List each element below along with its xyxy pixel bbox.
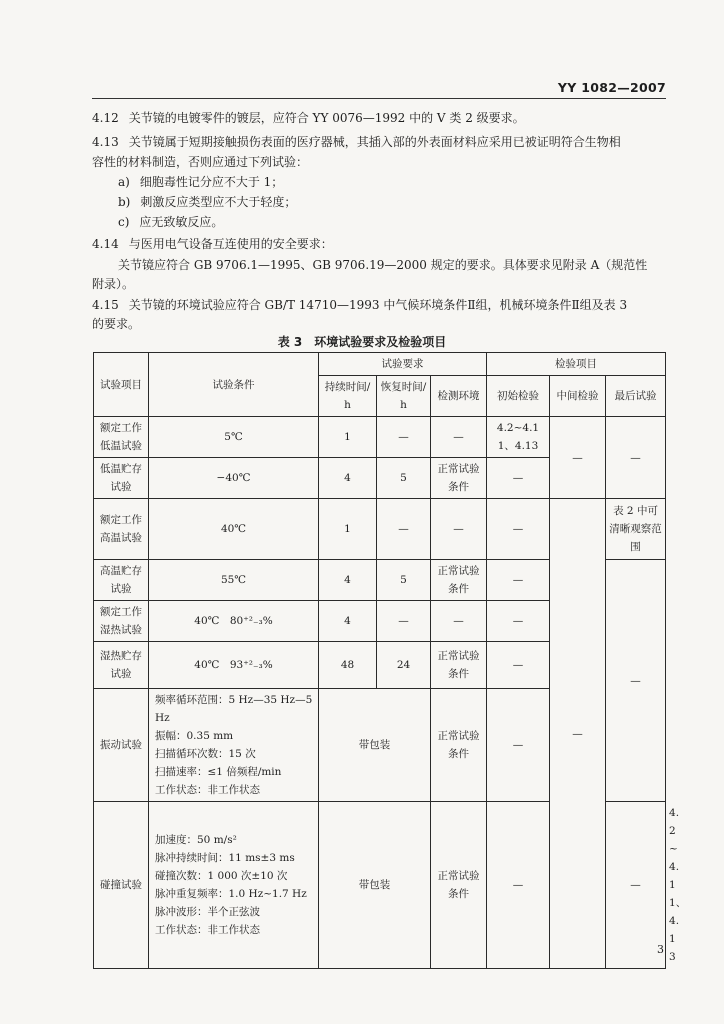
clause-4-14 [92,235,333,253]
clause-4-13 [92,133,621,151]
cell-final: 表 2 中可清晰观察范围 [606,499,666,560]
header-final: 最后试验 [606,376,666,417]
cell-condition: 5℃ [149,417,319,458]
list-text: 细胞毒性记分应不大于 1； [139,175,284,189]
clause-4-15-continued: 的要求。 [92,317,141,331]
list-label: b) [118,195,131,209]
list-text: 刺激反应类型应不大于轻度； [140,195,297,209]
cell-duration: 48 [319,642,377,689]
cell-item: 振动试验 [94,689,149,802]
list-label: c) [118,215,130,229]
cell-final: — [606,560,666,802]
header-test-condition: 试验条件 [149,353,319,417]
condition-line: 工作状态：非工作状态 [155,924,260,936]
cell-duration: 4 [319,458,377,499]
cell-middle: — [550,499,606,969]
cell-environment: 正常试验条件 [431,642,487,689]
condition-line: 频率循环范围：5 Hz—35 Hz—5 Hz [155,694,313,724]
list-item-c [118,213,223,231]
condition-line: 振幅：0.35 mm [155,730,234,742]
cell-environment: — [431,601,487,642]
cell-condition: 40℃ [149,499,319,560]
header-recovery: 恢复时间/h [377,376,431,417]
clause-4-13-continued: 容性的材料制造，否则应通过下列试验： [92,155,309,169]
cell-recovery: 5 [377,458,431,499]
cell-duration: 1 [319,417,377,458]
condition-line: 工作状态：非工作状态 [155,784,260,796]
condition-line: 加速度：50 m/s² [155,834,237,846]
header-test-requirements: 试验要求 [319,353,487,376]
cell-recovery: 24 [377,642,431,689]
cell-item: 额定工作低温试验 [94,417,149,458]
table-row [94,417,666,458]
cell-item: 低温贮存试验 [94,458,149,499]
clause-number: 4.12 [92,111,119,125]
cell-item: 湿热贮存试验 [94,642,149,689]
cell-environment: 正常试验条件 [431,802,487,969]
clause-text: 关节镜属于短期接触损伤表面的医疗器械，其插入部的外表面材料应采用已被证明符合生物相 [128,135,621,149]
table-row-shock: 碰撞试验 加速度：50 m/s² 脉冲持续时间：11 ms±3 ms 碰撞次数：1 000 次±10 次 脉冲重复频率：1.0 Hz~1.7 Hz 脉冲波形：半个正弦波 工作状态：非工作状态 带包装 正常试验条件 — — 4.2~4.11、4.13 [94,802,666,969]
cell-environment: 正常试验条件 [431,560,487,601]
condition-line: 脉冲重复频率：1.0 Hz~1.7 Hz [155,888,307,900]
condition-line: 扫描循环次数：15 次 [155,748,256,760]
table-header-row [94,353,666,376]
cell-initial: — [487,689,550,802]
condition-line: 脉冲持续时间：11 ms±3 ms [155,852,295,864]
header-rule [92,98,666,99]
cell-environment: — [431,417,487,458]
cell-packaging: 带包装 [319,802,431,969]
cell-duration: 1 [319,499,377,560]
cell-item: 额定工作高温试验 [94,499,149,560]
clause-text: 关节镜的环境试验应符合 GB/T 14710—1993 中气候环境条件Ⅱ组，机械环境条件Ⅱ组及表 3 [128,298,628,312]
cell-environment: 正常试验条件 [431,458,487,499]
clause-4-12 [92,109,525,127]
cell-final: — [606,417,666,499]
clause-4-15 [92,296,627,314]
list-item-a [118,173,283,191]
header-initial: 初始检验 [487,376,550,417]
cell-middle: — [550,417,606,499]
cell-packaging: 带包装 [319,689,431,802]
cell-duration: 4 [319,601,377,642]
cell-recovery: — [377,601,431,642]
standard-code: YY 1082—2007 [557,80,666,95]
cell-initial: — [487,642,550,689]
cell-condition: 40℃ 80⁺²₋₃% [149,601,319,642]
list-text: 应无致敏反应。 [139,215,224,229]
clause-4-14-body: 关节镜应符合 GB 9706.1—1995、GB 9706.19—2000 规定的要求。具体要求见附录 A（规范性 [118,258,648,272]
cell-item: 额定工作湿热试验 [94,601,149,642]
cell-item: 碰撞试验 [94,802,149,969]
cell-condition: −40℃ [149,458,319,499]
table-title: 表 3 环境试验要求及检验项目 [277,335,447,349]
clause-4-14-body-continued: 附录）。 [92,277,135,291]
environment-test-table [93,352,687,969]
cell-condition: 40℃ 93⁺²₋₃% [149,642,319,689]
header-duration: 持续时间/h [319,376,377,417]
condition-line: 扫描速率：≤1 倍频程/min [155,766,282,778]
cell-initial: — [487,560,550,601]
header-environment: 检测环境 [431,376,487,417]
cell-condition: 55℃ [149,560,319,601]
cell-initial: 4.2~4.11、4.13 [487,417,550,458]
cell-middle: — [606,802,666,969]
cell-environment: — [431,499,487,560]
cell-condition-list [149,689,319,802]
cell-initial: — [487,499,550,560]
cell-initial: — [487,802,550,969]
header-inspection-items: 检验项目 [487,353,666,376]
page-number: 3 [657,943,664,956]
header-test-item: 试验项目 [94,353,149,417]
cell-initial: — [487,601,550,642]
cell-item: 高温贮存试验 [94,560,149,601]
cell-recovery: 5 [377,560,431,601]
condition-line: 脉冲波形：半个正弦波 [155,906,260,918]
table-row [94,499,666,560]
condition-line: 碰撞次数：1 000 次±10 次 [155,870,288,882]
list-item-b [118,193,296,211]
list-label: a) [118,175,130,189]
cell-recovery: — [377,499,431,560]
clause-number: 4.15 [92,298,119,312]
cell-condition-list [149,802,319,969]
cell-recovery: — [377,417,431,458]
clause-text: 关节镜的电镀零件的镀层，应符合 YY 0076—1992 中的 V 类 2 级要求。 [128,111,525,125]
clause-text: 与医用电气设备互连使用的安全要求： [128,237,333,251]
cell-initial: — [487,458,550,499]
cell-duration: 4 [319,560,377,601]
header-middle: 中间检验 [550,376,606,417]
clause-number: 4.13 [92,135,119,149]
clause-number: 4.14 [92,237,119,251]
cell-environment: 正常试验条件 [431,689,487,802]
